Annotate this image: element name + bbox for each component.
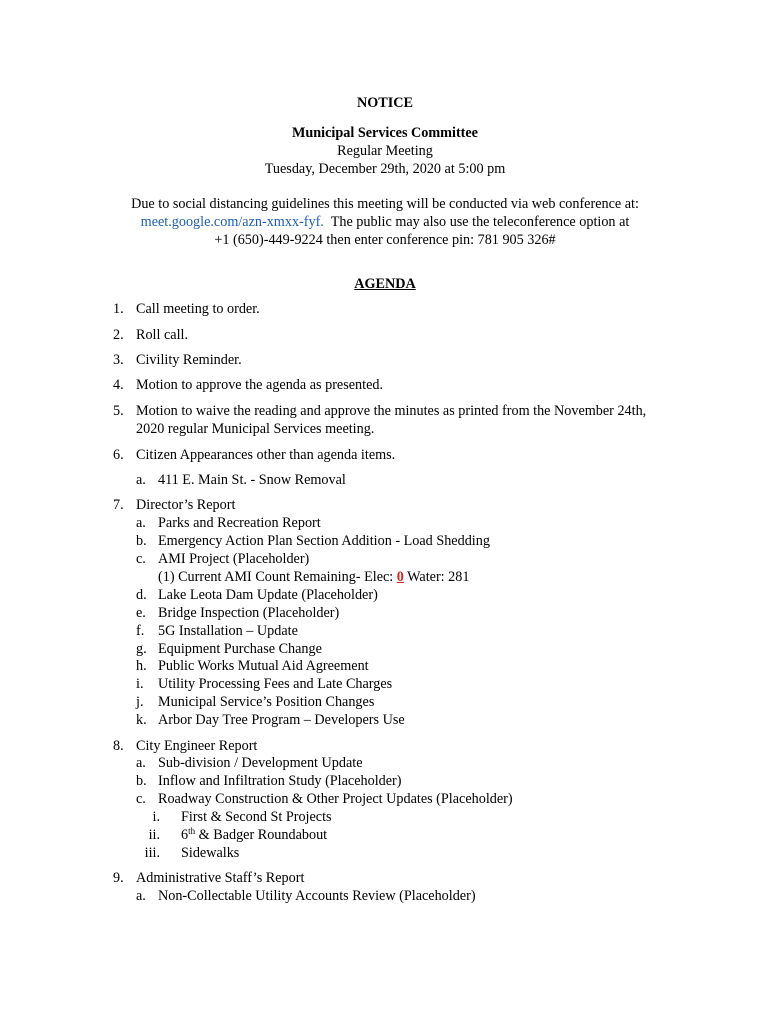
item-text: Civility Reminder. [136,352,242,368]
sub-letter: e. [136,605,146,621]
sub-letter: a. [136,515,146,531]
sub-text: Lake Leota Dam Update (Placeholder) [158,587,378,603]
agenda-item-7d [136,587,378,604]
item-text: Director’s Report [136,497,236,513]
meeting-type: Regular Meeting [337,143,433,159]
item-number: 9. [113,870,124,886]
agenda-item-9 [113,870,305,887]
agenda-item-7b [136,533,490,550]
sub-text: AMI Project (Placeholder) [158,551,310,567]
intro-line-3: +1 (650)-449-9224 then enter conference pin: 781 905 326# [214,232,556,248]
agenda-item-6 [113,447,396,464]
agenda-item-5-line-2: 2020 regular Municipal Services meeting. [136,421,375,437]
agenda-item-7k [136,712,405,729]
sub-text: 411 E. Main St. - Snow Removal [158,472,346,488]
agenda-item-2 [113,327,189,344]
agenda-item-8a [136,755,363,772]
notice-heading: NOTICE [357,95,413,111]
sub-text: Arbor Day Tree Program – Developers Use [158,712,405,728]
agenda-item-8b [136,773,402,790]
agenda-item-1 [113,301,260,318]
sub-letter: d. [136,587,147,603]
ami-count-prefix: (1) Current AMI Count Remaining- Elec: [158,569,397,585]
agenda-item-7f [136,623,298,640]
meeting-datetime: Tuesday, December 29th, 2020 at 5:00 pm [264,161,506,177]
agenda-item-9a [136,888,476,905]
item-text-line-1: Motion to waive the reading and approve the minutes as printed from the November 24th, [136,403,647,419]
agenda-item-8c-iii: Sidewalks [181,845,240,861]
sub-text: Municipal Service’s Position Changes [158,694,375,710]
agenda-item-8c-i: First & Second St Projects [181,809,332,825]
agenda-item-7a [136,515,321,532]
agenda-item-7g [136,641,322,658]
agenda-title: AGENDA [354,276,416,292]
item-text: City Engineer Report [136,738,258,754]
sub-letter: i. [136,676,144,692]
sub-text: Equipment Purchase Change [158,641,322,657]
item-number: 3. [113,352,124,368]
sub-letter: c. [136,791,146,807]
agenda-item-7h [136,658,369,675]
sub-letter: a. [136,755,146,771]
agenda-item-5 [113,403,647,420]
sub-letter: a. [136,472,146,488]
item-number: 5. [113,403,124,419]
ordinal-suffix: th [188,826,196,836]
item-text: Call meeting to order. [136,301,260,317]
sub-text: Inflow and Infiltration Study (Placeholder) [158,773,402,789]
intro-line-2-text: The public may also use the teleconference option at [330,214,630,230]
sub-text: Sub-division / Development Update [158,755,363,771]
conference-link[interactable]: meet.google.com/azn-xmxx-fyf. [140,214,324,230]
sub-text: Non-Collectable Utility Accounts Review (Placeholder) [158,888,476,904]
sub-text: Public Works Mutual Aid Agreement [158,658,369,674]
sub-text: Utility Processing Fees and Late Charges [158,676,393,692]
item-number: 6. [113,447,124,463]
item-number: 8. [113,738,124,754]
agenda-item-6a [136,472,346,489]
roman-numeral-i: i. [152,809,160,825]
item-number: 4. [113,377,124,393]
roman-text: & Badger Roundabout [195,827,328,843]
roman-pre: 6 [181,827,189,843]
agenda-item-7 [113,497,236,514]
agenda-item-8c [136,791,513,808]
agenda-item-7i [136,676,393,693]
sub-letter: g. [136,641,147,657]
sub-letter: f. [136,623,145,639]
agenda-item-8c-ii [181,827,327,844]
item-number: 7. [113,497,124,513]
agenda-item-3 [113,352,242,369]
item-number: 2. [113,327,124,343]
sub-text: Parks and Recreation Report [158,515,321,531]
sub-letter: a. [136,888,146,904]
agenda-item-4 [113,377,384,394]
sub-text: 5G Installation – Update [158,623,298,639]
intro-line-1: Due to social distancing guidelines this meeting will be conducted via web conference at: [131,196,639,212]
committee-name: Municipal Services Committee [292,125,478,141]
sub-letter: j. [136,694,144,710]
agenda-item-7e [136,605,340,622]
agenda-item-7c [136,551,310,568]
sub-letter: b. [136,533,147,549]
roman-numeral-ii: ii. [148,827,160,843]
item-text: Administrative Staff’s Report [136,870,305,886]
agenda-item-7j [136,694,375,711]
ami-elec-count: 0 [396,569,404,585]
ami-count-line [158,569,469,586]
sub-text: Emergency Action Plan Section Addition - Load Shedding [158,533,490,549]
sub-text: Bridge Inspection (Placeholder) [158,605,340,621]
sub-letter: c. [136,551,146,567]
sub-text: Roadway Construction & Other Project Updates (Placeholder) [158,791,513,807]
item-number: 1. [113,301,124,317]
sub-letter: h. [136,658,147,674]
intro-line-2 [0,214,770,231]
sub-letter: k. [136,712,147,728]
agenda-item-8 [113,738,258,755]
item-text: Roll call. [136,327,189,343]
item-text: Citizen Appearances other than agenda items. [136,447,396,463]
ami-water-count: Water: 281 [403,569,470,585]
roman-numeral-iii: iii. [144,845,160,861]
sub-letter: b. [136,773,147,789]
item-text: Motion to approve the agenda as presented. [136,377,384,393]
